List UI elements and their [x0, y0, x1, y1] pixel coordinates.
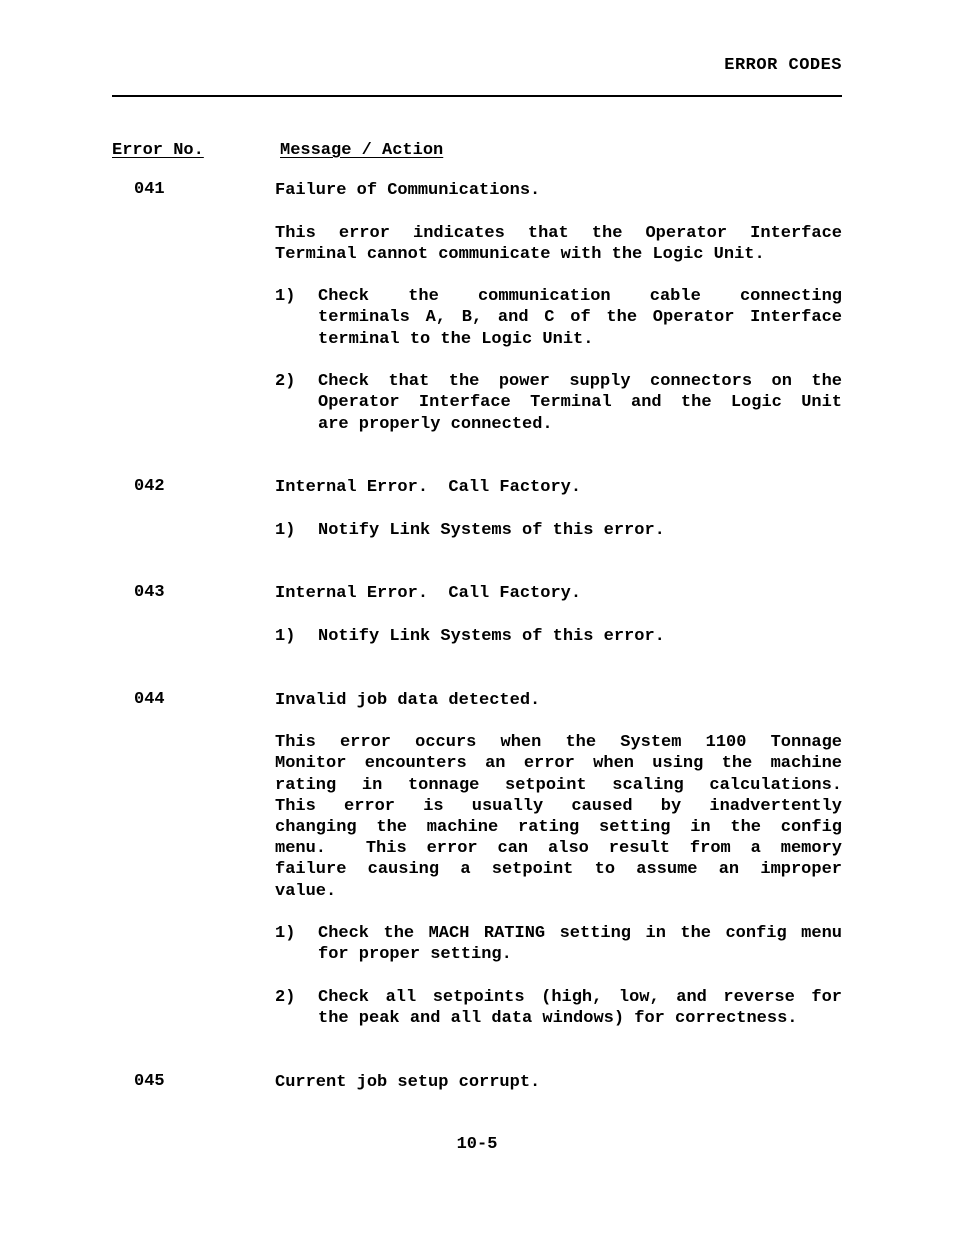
error-description-041-line: This error indicates that the Operator Interface — [275, 224, 842, 243]
error-description-041-line: Terminal cannot communicate with the Logic Unit. — [275, 245, 765, 264]
error-description-044-line: This error is usually caused by inadvertently — [275, 797, 842, 816]
header-divider — [112, 95, 842, 97]
error-code-044: 044 — [134, 690, 165, 709]
step-text-041-1-line: Check the communication cable connecting — [318, 287, 842, 306]
error-description-044-line: failure causing a setpoint to assume an improper — [275, 860, 842, 879]
error-message-043: Internal Error. Call Factory. — [275, 584, 582, 603]
step-text-044-1-line: for proper setting. — [318, 945, 512, 964]
step-number-041-2: 2) — [275, 372, 296, 391]
error-code-042: 042 — [134, 477, 165, 496]
step-text-041-1-line: terminals A, B, and C of the Operator Interface — [318, 308, 842, 327]
error-description-044-line: This error occurs when the System 1100 Tonnage — [275, 733, 842, 752]
step-text-044-1-line: Check the MACH RATING setting in the config menu — [318, 924, 842, 943]
step-text-041-2-line: Operator Interface Terminal and the Logic Unit — [318, 393, 842, 412]
step-text-044-2-line: the peak and all data windows) for correctness. — [318, 1009, 798, 1028]
error-message-045: Current job setup corrupt. — [275, 1073, 541, 1092]
error-description-044-line: value. — [275, 882, 337, 901]
step-number-041-1: 1) — [275, 287, 296, 306]
error-description-044-line: Monitor encounters an error when using the machine — [275, 754, 842, 773]
error-description-044-line: menu. This error can also result from a memory — [275, 839, 842, 858]
step-text-042-1-line: Notify Link Systems of this error. — [318, 521, 665, 540]
error-message-044: Invalid job data detected. — [275, 691, 541, 710]
step-text-041-2-line: are properly connected. — [318, 415, 553, 434]
step-text-041-2-line: Check that the power supply connectors on the — [318, 372, 842, 391]
step-number-044-1: 1) — [275, 924, 296, 943]
column-heading-error-no: Error No. — [112, 141, 204, 160]
step-number-044-2: 2) — [275, 988, 296, 1007]
error-code-041: 041 — [134, 180, 165, 199]
error-code-045: 045 — [134, 1072, 165, 1091]
step-text-043-1-line: Notify Link Systems of this error. — [318, 627, 665, 646]
column-heading-message: Message / Action — [280, 141, 444, 160]
error-description-044-line: changing the machine rating setting in the config — [275, 818, 842, 837]
error-message-042: Internal Error. Call Factory. — [275, 478, 582, 497]
page-number: 10-5 — [456, 1135, 498, 1154]
step-text-044-2-line: Check all setpoints (high, low, and reverse for — [318, 988, 842, 1007]
page-header-title: ERROR CODES — [724, 56, 842, 75]
error-code-043: 043 — [134, 583, 165, 602]
error-description-044-line: rating in tonnage setpoint scaling calculations. — [275, 776, 842, 795]
error-message-041: Failure of Communications. — [275, 181, 541, 200]
step-number-043-1: 1) — [275, 627, 296, 646]
step-number-042-1: 1) — [275, 521, 296, 540]
step-text-041-1-line: terminal to the Logic Unit. — [318, 330, 594, 349]
